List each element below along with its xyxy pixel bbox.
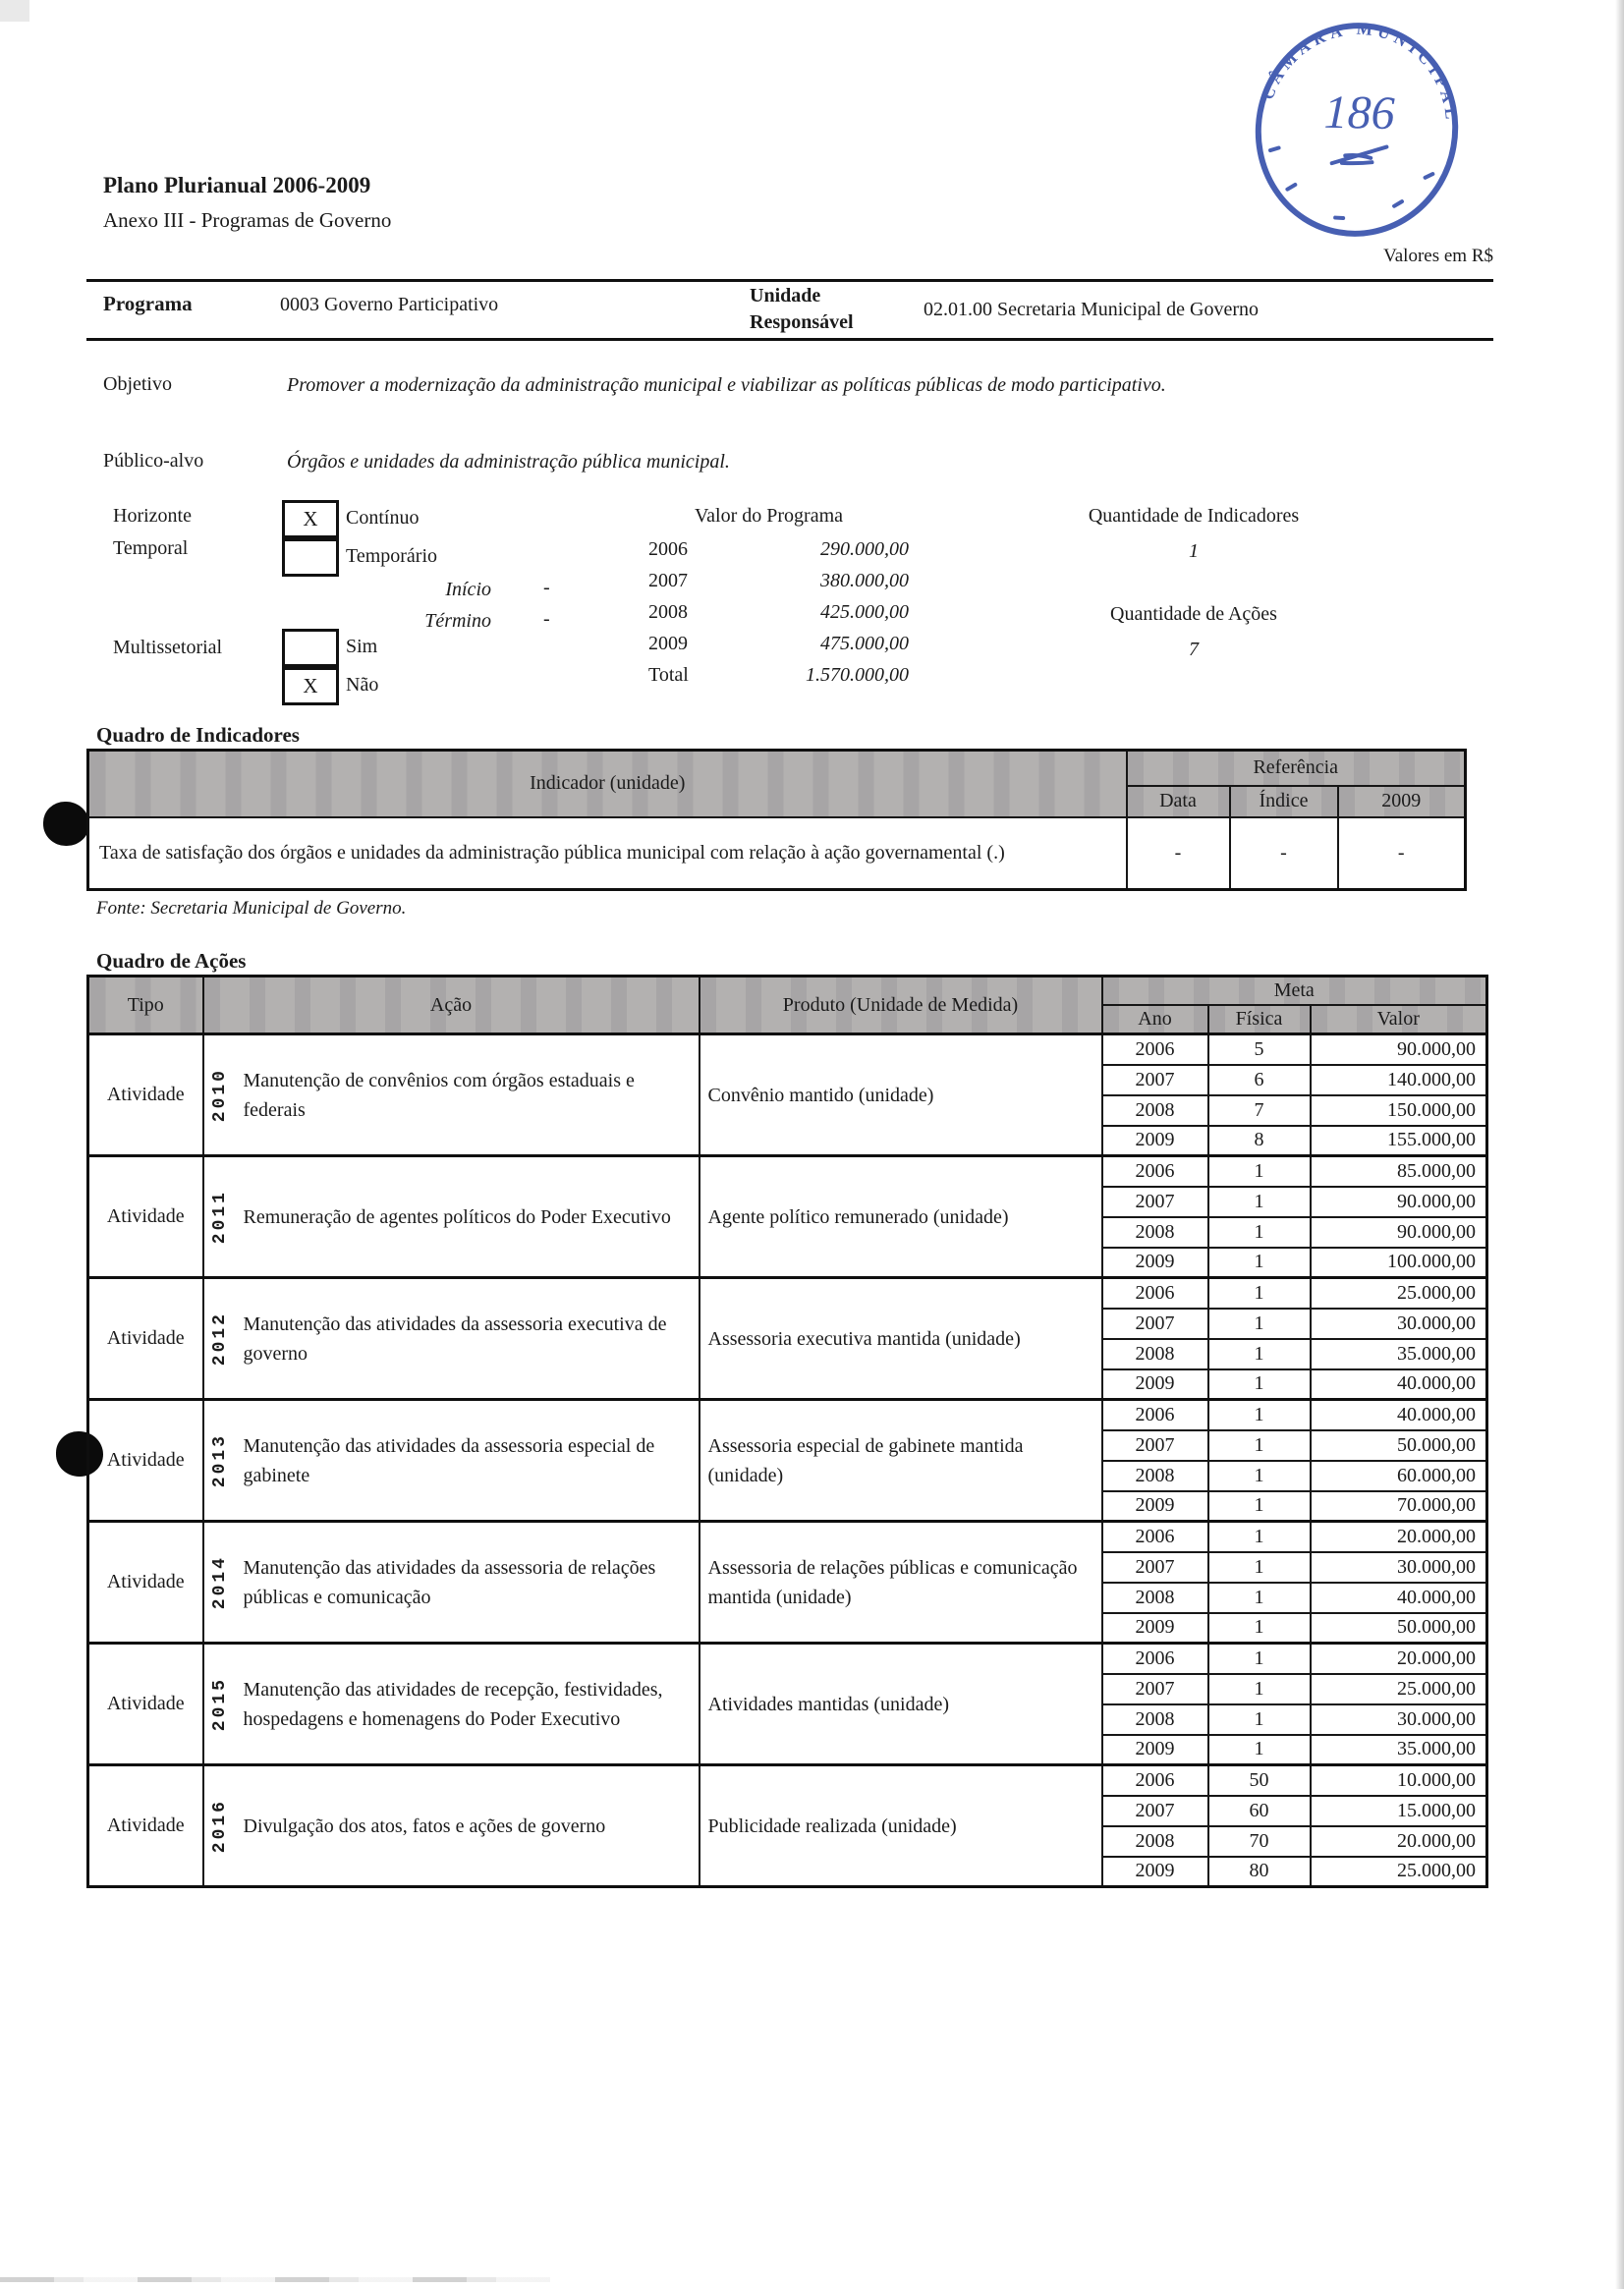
meta-physical-cell: 1 bbox=[1208, 1339, 1311, 1369]
action-type-cell: Atividade bbox=[88, 1278, 203, 1400]
product-cell: Publicidade realizada (unidade) bbox=[700, 1765, 1102, 1887]
action-cell bbox=[203, 1278, 700, 1400]
action-type-cell: Atividade bbox=[88, 1765, 203, 1887]
meta-value-cell: 90.000,00 bbox=[1311, 1034, 1487, 1065]
meta-year-cell: 2008 bbox=[1102, 1217, 1208, 1248]
indicators-col-index: Índice bbox=[1230, 786, 1338, 817]
action-cell bbox=[203, 1765, 700, 1887]
action-meta-row bbox=[88, 1400, 1487, 1430]
meta-year-cell: 2006 bbox=[1102, 1644, 1208, 1674]
action-cell bbox=[203, 1522, 700, 1644]
meta-year-cell: 2007 bbox=[1102, 1065, 1208, 1095]
meta-value-cell: 25.000,00 bbox=[1311, 1278, 1487, 1309]
indicator-2009-cell: - bbox=[1338, 817, 1466, 890]
action-number: 2013 bbox=[209, 1432, 230, 1488]
meta-year-cell: 2007 bbox=[1102, 1309, 1208, 1339]
hole-punch-top bbox=[43, 802, 89, 846]
action-description: Manutenção das atividades de recepção, festividades, hospedagens e homenagens do Poder Executivo bbox=[243, 1678, 663, 1730]
action-type-cell: Atividade bbox=[88, 1522, 203, 1644]
divider-top bbox=[86, 279, 1493, 282]
meta-physical-cell: 1 bbox=[1208, 1309, 1311, 1339]
meta-physical-cell: 1 bbox=[1208, 1461, 1311, 1491]
meta-physical-cell: 1 bbox=[1208, 1583, 1311, 1613]
action-description: Remuneração de agentes políticos do Poder Executivo bbox=[243, 1205, 671, 1228]
action-number: 2015 bbox=[209, 1676, 230, 1732]
meta-physical-cell: 1 bbox=[1208, 1187, 1311, 1217]
program-value-amount: 380.000,00 bbox=[820, 570, 909, 591]
indicator-name-cell: Taxa de satisfação dos órgãos e unidades da administração pública municipal com relação à ação governamental (.) bbox=[88, 817, 1127, 890]
temporary-label: Temporário bbox=[346, 545, 438, 567]
meta-value-cell: 155.000,00 bbox=[1311, 1126, 1487, 1156]
meta-year-cell: 2006 bbox=[1102, 1156, 1208, 1187]
action-description: Manutenção das atividades da assessoria especial de gabinete bbox=[243, 1434, 655, 1486]
program-value-row bbox=[648, 538, 909, 570]
meta-physical-cell: 1 bbox=[1208, 1400, 1311, 1430]
program-value-row bbox=[648, 570, 909, 601]
meta-physical-cell: 1 bbox=[1208, 1735, 1311, 1765]
meta-year-cell: 2009 bbox=[1102, 1735, 1208, 1765]
action-cell bbox=[203, 1156, 700, 1278]
meta-physical-cell: 1 bbox=[1208, 1491, 1311, 1522]
meta-year-cell: 2007 bbox=[1102, 1552, 1208, 1583]
meta-year-cell: 2007 bbox=[1102, 1796, 1208, 1826]
action-number: 2010 bbox=[209, 1067, 230, 1123]
action-type-cell: Atividade bbox=[88, 1644, 203, 1765]
meta-physical-cell: 80 bbox=[1208, 1857, 1311, 1887]
meta-physical-cell: 1 bbox=[1208, 1217, 1311, 1248]
action-cell bbox=[203, 1644, 700, 1765]
currency-note: Valores em R$ bbox=[1383, 246, 1493, 266]
horizon-label-line1: Horizonte bbox=[113, 505, 192, 527]
indicators-count-value: 1 bbox=[1189, 540, 1199, 562]
indicator-index-cell: - bbox=[1230, 817, 1338, 890]
meta-value-cell: 35.000,00 bbox=[1311, 1339, 1487, 1369]
action-cell-content bbox=[210, 1799, 693, 1853]
action-description: Manutenção das atividades da assessoria executiva de governo bbox=[243, 1312, 667, 1365]
action-meta-row bbox=[88, 1765, 1487, 1796]
product-cell: Assessoria de relações públicas e comunicação mantida (unidade) bbox=[700, 1522, 1102, 1644]
meta-year-cell: 2009 bbox=[1102, 1613, 1208, 1644]
municipal-stamp bbox=[1222, 0, 1491, 260]
program-value-year: Total bbox=[648, 664, 689, 686]
meta-value-cell: 25.000,00 bbox=[1311, 1857, 1487, 1887]
meta-year-cell: 2009 bbox=[1102, 1857, 1208, 1887]
checkbox-temporary bbox=[282, 538, 339, 577]
actions-col-meta: Meta bbox=[1102, 977, 1487, 1005]
meta-physical-cell: 1 bbox=[1208, 1704, 1311, 1735]
meta-year-cell: 2008 bbox=[1102, 1461, 1208, 1491]
indicators-count-label: Quantidade de Indicadores bbox=[1088, 505, 1300, 527]
meta-value-cell: 30.000,00 bbox=[1311, 1309, 1487, 1339]
meta-physical-cell: 1 bbox=[1208, 1613, 1311, 1644]
no-label: Não bbox=[346, 674, 379, 696]
actions-col-physical: Física bbox=[1208, 1005, 1311, 1034]
objective-label: Objetivo bbox=[103, 373, 172, 395]
action-number: 2011 bbox=[209, 1189, 230, 1245]
meta-year-cell: 2007 bbox=[1102, 1430, 1208, 1461]
action-cell-content bbox=[210, 1675, 693, 1734]
actions-col-product: Produto (Unidade de Medida) bbox=[700, 977, 1102, 1034]
actions-table bbox=[86, 975, 1488, 1888]
product-cell: Atividades mantidas (unidade) bbox=[700, 1644, 1102, 1765]
meta-year-cell: 2008 bbox=[1102, 1583, 1208, 1613]
action-cell-content bbox=[210, 1310, 693, 1368]
indicators-col-indicator: Indicador (unidade) bbox=[88, 751, 1127, 817]
divider-bottom bbox=[86, 338, 1493, 341]
meta-value-cell: 40.000,00 bbox=[1311, 1369, 1487, 1400]
action-cell bbox=[203, 1400, 700, 1522]
unit-label bbox=[750, 283, 854, 336]
meta-value-cell: 70.000,00 bbox=[1311, 1491, 1487, 1522]
indicators-col-2009: 2009 bbox=[1338, 786, 1466, 817]
action-description: Manutenção de convênios com órgãos estaduais e federais bbox=[243, 1069, 635, 1121]
meta-year-cell: 2006 bbox=[1102, 1400, 1208, 1430]
meta-value-cell: 140.000,00 bbox=[1311, 1065, 1487, 1095]
meta-value-cell: 35.000,00 bbox=[1311, 1735, 1487, 1765]
program-value-row bbox=[648, 664, 909, 696]
meta-physical-cell: 7 bbox=[1208, 1095, 1311, 1126]
checkbox-continuous bbox=[282, 500, 339, 538]
meta-value-cell: 50.000,00 bbox=[1311, 1613, 1487, 1644]
action-cell-content bbox=[210, 1431, 693, 1490]
meta-value-cell: 10.000,00 bbox=[1311, 1765, 1487, 1796]
meta-year-cell: 2008 bbox=[1102, 1826, 1208, 1857]
meta-year-cell: 2006 bbox=[1102, 1278, 1208, 1309]
indicators-section-title: Quadro de Indicadores bbox=[96, 723, 300, 747]
checkbox-no-mark: X bbox=[303, 674, 318, 698]
meta-value-cell: 20.000,00 bbox=[1311, 1644, 1487, 1674]
meta-physical-cell: 8 bbox=[1208, 1126, 1311, 1156]
meta-year-cell: 2006 bbox=[1102, 1034, 1208, 1065]
program-code-name: 0003 Governo Participativo bbox=[280, 294, 499, 315]
program-value-title: Valor do Programa bbox=[694, 505, 844, 527]
horizon-label-line2: Temporal bbox=[113, 537, 189, 559]
continuous-label: Contínuo bbox=[346, 507, 420, 529]
actions-table-body bbox=[88, 1034, 1487, 1887]
indicators-source: Fonte: Secretaria Municipal de Governo. bbox=[96, 898, 407, 919]
stamp-signature-mark bbox=[1332, 139, 1387, 173]
action-cell-content bbox=[210, 1553, 693, 1612]
meta-value-cell: 15.000,00 bbox=[1311, 1796, 1487, 1826]
meta-year-cell: 2006 bbox=[1102, 1765, 1208, 1796]
meta-physical-cell: 1 bbox=[1208, 1430, 1311, 1461]
indicator-row bbox=[88, 817, 1466, 890]
meta-physical-cell: 1 bbox=[1208, 1644, 1311, 1674]
meta-physical-cell: 60 bbox=[1208, 1796, 1311, 1826]
program-value-amount: 290.000,00 bbox=[820, 538, 909, 560]
end-value: - bbox=[543, 608, 550, 630]
meta-physical-cell: 1 bbox=[1208, 1522, 1311, 1552]
unit-label-line2: Responsável bbox=[750, 311, 854, 333]
meta-physical-cell: 6 bbox=[1208, 1065, 1311, 1095]
meta-year-cell: 2009 bbox=[1102, 1369, 1208, 1400]
meta-year-cell: 2006 bbox=[1102, 1522, 1208, 1552]
meta-year-cell: 2007 bbox=[1102, 1674, 1208, 1704]
program-value-amount: 475.000,00 bbox=[820, 633, 909, 654]
page-subtitle: Anexo III - Programas de Governo bbox=[103, 208, 392, 232]
action-type-cell: Atividade bbox=[88, 1034, 203, 1156]
start-value: - bbox=[543, 577, 550, 598]
start-label: Início bbox=[445, 579, 491, 600]
product-cell: Agente político remunerado (unidade) bbox=[700, 1156, 1102, 1278]
meta-physical-cell: 50 bbox=[1208, 1765, 1311, 1796]
target-text: Órgãos e unidades da administração pública municipal. bbox=[287, 451, 730, 473]
action-cell-content bbox=[210, 1190, 693, 1244]
program-value-row bbox=[648, 601, 909, 633]
end-label: Término bbox=[424, 610, 491, 632]
meta-year-cell: 2009 bbox=[1102, 1126, 1208, 1156]
product-cell: Assessoria especial de gabinete mantida (unidade) bbox=[700, 1400, 1102, 1522]
unit-value: 02.01.00 Secretaria Municipal de Governo bbox=[924, 299, 1260, 320]
indicators-col-date: Data bbox=[1127, 786, 1230, 817]
meta-physical-cell: 70 bbox=[1208, 1826, 1311, 1857]
program-label: Programa bbox=[103, 292, 193, 315]
action-number: 2014 bbox=[209, 1554, 230, 1610]
program-value-amount: 1.570.000,00 bbox=[806, 664, 909, 686]
meta-physical-cell: 1 bbox=[1208, 1674, 1311, 1704]
program-value-year: 2008 bbox=[648, 601, 688, 623]
indicators-table bbox=[86, 749, 1467, 891]
program-value-year: 2006 bbox=[648, 538, 688, 560]
actions-section-title: Quadro de Ações bbox=[96, 949, 247, 973]
meta-value-cell: 20.000,00 bbox=[1311, 1522, 1487, 1552]
yes-label: Sim bbox=[346, 636, 378, 657]
meta-value-cell: 90.000,00 bbox=[1311, 1217, 1487, 1248]
indicator-date-cell: - bbox=[1127, 817, 1230, 890]
program-value-rows bbox=[648, 538, 909, 696]
action-cell-content bbox=[210, 1066, 693, 1125]
action-description: Manutenção das atividades da assessoria de relações públicas e comunicação bbox=[243, 1556, 656, 1608]
action-meta-row bbox=[88, 1644, 1487, 1674]
scan-edge-bottom bbox=[0, 2277, 550, 2282]
meta-value-cell: 85.000,00 bbox=[1311, 1156, 1487, 1187]
action-description: Divulgação dos atos, fatos e ações de governo bbox=[243, 1814, 606, 1837]
action-meta-row bbox=[88, 1522, 1487, 1552]
stamp-handwritten-number: 186 bbox=[1323, 85, 1396, 140]
meta-physical-cell: 1 bbox=[1208, 1156, 1311, 1187]
meta-value-cell: 100.000,00 bbox=[1311, 1248, 1487, 1278]
meta-value-cell: 30.000,00 bbox=[1311, 1704, 1487, 1735]
product-cell: Assessoria executiva mantida (unidade) bbox=[700, 1278, 1102, 1400]
program-value-year: 2007 bbox=[648, 570, 688, 591]
meta-value-cell: 50.000,00 bbox=[1311, 1430, 1487, 1461]
actions-count-label: Quantidade de Ações bbox=[1110, 603, 1277, 625]
scan-smudge bbox=[0, 0, 29, 22]
program-value-year: 2009 bbox=[648, 633, 688, 654]
meta-physical-cell: 1 bbox=[1208, 1248, 1311, 1278]
actions-col-type: Tipo bbox=[88, 977, 203, 1034]
action-meta-row bbox=[88, 1034, 1487, 1065]
meta-value-cell: 25.000,00 bbox=[1311, 1674, 1487, 1704]
program-value-amount: 425.000,00 bbox=[820, 601, 909, 623]
meta-value-cell: 40.000,00 bbox=[1311, 1583, 1487, 1613]
meta-year-cell: 2008 bbox=[1102, 1095, 1208, 1126]
stamp-ring-text: CÂMARA MUNICIPAL bbox=[1258, 19, 1462, 126]
meta-year-cell: 2007 bbox=[1102, 1187, 1208, 1217]
action-type-cell: Atividade bbox=[88, 1156, 203, 1278]
actions-col-value: Valor bbox=[1311, 1005, 1487, 1034]
actions-col-year: Ano bbox=[1102, 1005, 1208, 1034]
scan-edge-right bbox=[1615, 0, 1624, 2289]
page-title: Plano Plurianual 2006-2009 bbox=[103, 173, 371, 197]
meta-year-cell: 2008 bbox=[1102, 1339, 1208, 1369]
action-meta-row bbox=[88, 1278, 1487, 1309]
checkbox-continuous-mark: X bbox=[303, 507, 318, 530]
action-cell bbox=[203, 1034, 700, 1156]
checkbox-no bbox=[282, 667, 339, 705]
action-type-cell: Atividade bbox=[88, 1400, 203, 1522]
meta-value-cell: 30.000,00 bbox=[1311, 1552, 1487, 1583]
indicators-col-reference: Referência bbox=[1127, 751, 1466, 786]
meta-value-cell: 90.000,00 bbox=[1311, 1187, 1487, 1217]
meta-value-cell: 150.000,00 bbox=[1311, 1095, 1487, 1126]
meta-value-cell: 20.000,00 bbox=[1311, 1826, 1487, 1857]
indicators-table-body bbox=[88, 817, 1466, 890]
meta-year-cell: 2009 bbox=[1102, 1491, 1208, 1522]
multisector-label: Multissetorial bbox=[113, 637, 223, 658]
objective-text: Promover a modernização da administração municipal e viabilizar as políticas públicas de modo participativo. bbox=[287, 374, 1166, 396]
unit-label-line1: Unidade bbox=[750, 285, 821, 307]
meta-year-cell: 2008 bbox=[1102, 1704, 1208, 1735]
meta-physical-cell: 1 bbox=[1208, 1552, 1311, 1583]
actions-count-value: 7 bbox=[1189, 639, 1199, 660]
action-number: 2016 bbox=[209, 1798, 230, 1854]
meta-year-cell: 2009 bbox=[1102, 1248, 1208, 1278]
target-label: Público-alvo bbox=[103, 450, 204, 472]
program-value-row bbox=[648, 633, 909, 664]
action-meta-row bbox=[88, 1156, 1487, 1187]
meta-value-cell: 60.000,00 bbox=[1311, 1461, 1487, 1491]
actions-col-action: Ação bbox=[203, 977, 700, 1034]
product-cell: Convênio mantido (unidade) bbox=[700, 1034, 1102, 1156]
meta-physical-cell: 1 bbox=[1208, 1369, 1311, 1400]
meta-physical-cell: 1 bbox=[1208, 1278, 1311, 1309]
checkbox-yes bbox=[282, 629, 339, 667]
meta-value-cell: 40.000,00 bbox=[1311, 1400, 1487, 1430]
action-number: 2012 bbox=[209, 1311, 230, 1367]
meta-physical-cell: 5 bbox=[1208, 1034, 1311, 1065]
